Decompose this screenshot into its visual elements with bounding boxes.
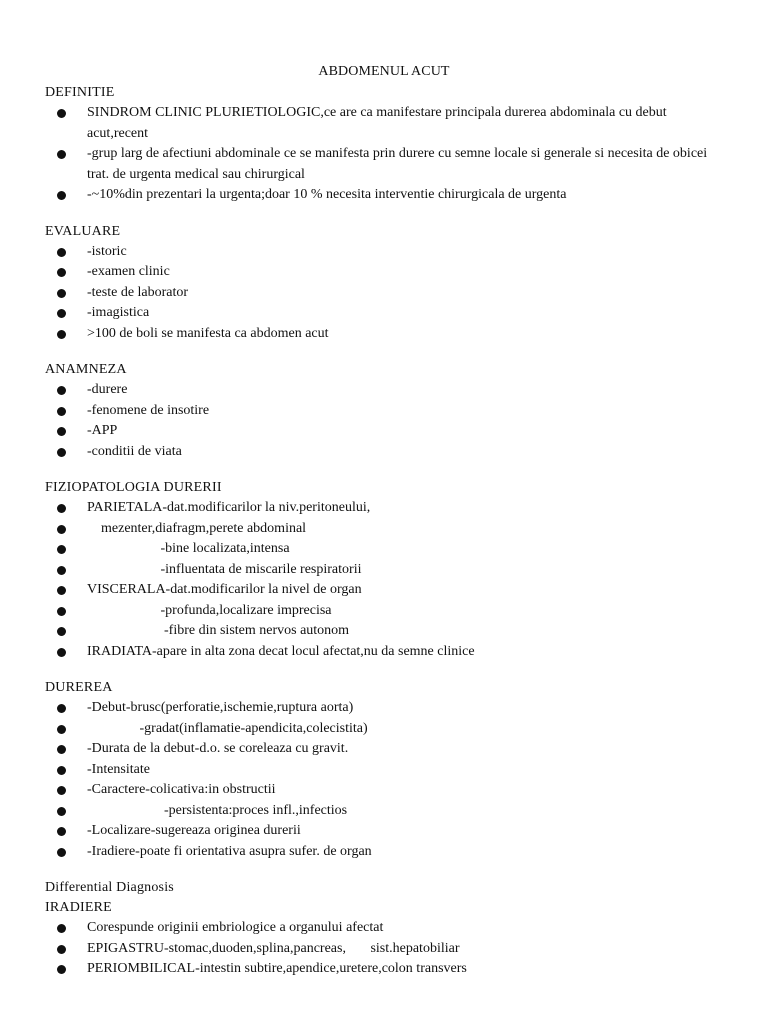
list-item-text: -examen clinic (87, 264, 170, 279)
bullet-icon (57, 407, 66, 416)
bullet-icon (57, 627, 66, 636)
bullet-icon (57, 248, 66, 257)
list-item (45, 760, 727, 781)
bullet-icon (57, 566, 66, 575)
list-item-text: -Intensitate (87, 761, 150, 777)
list-item-text: -gradat(inflamatie-apendicita,colecistita) (87, 720, 368, 736)
section-heading: ANAMNEZA (45, 362, 127, 377)
list-item-text: -conditii de viata (87, 443, 182, 459)
list-item (45, 580, 727, 601)
section-heading: FIZIOPATOLOGIA DURERII (45, 480, 222, 495)
list-item (45, 442, 727, 463)
list-item-text: -fibre din sistem nervos autonom (87, 623, 350, 638)
document-body (45, 83, 768, 980)
section-evaluare (45, 222, 768, 345)
list-item-text: -bine localizata,intensa (87, 541, 290, 556)
list-item (45, 642, 727, 663)
bullet-icon (57, 807, 66, 816)
section-durerea (45, 678, 768, 862)
document-title: ABDOMENUL ACUT (318, 64, 450, 79)
list-item (45, 242, 727, 263)
section-heading: DEFINITIE (45, 85, 115, 100)
list-item (45, 959, 727, 980)
list-item (45, 719, 727, 740)
list-item (45, 144, 727, 185)
section-heading: EVALUARE (45, 223, 121, 239)
list-item-text: PERIOMBILICAL-intestin subtire,apendice,uretere,colon transvers (87, 961, 467, 976)
list-item-text: -fenomene de insotire (87, 402, 210, 418)
bullet-icon (57, 607, 66, 616)
list-item (45, 498, 727, 519)
list-item (45, 421, 727, 442)
list-item-text: -APP (87, 423, 118, 438)
bullet-icon (57, 848, 66, 857)
list-item-text: SINDROM CLINIC PLURIETIOLOGIC,ce are ca manifestare principala durerea abdominala cu debut acut,recent (87, 105, 671, 141)
list-item-text: -teste de laborator (87, 284, 189, 300)
list-item (45, 621, 727, 642)
section-anamneza (45, 360, 768, 462)
bullet-icon (57, 945, 66, 954)
list-item-text: IRADIATA-apare in alta zona decat locul afectat,nu da semne clinice (87, 643, 475, 659)
section-definitie (45, 83, 768, 206)
list-item (45, 324, 727, 345)
bullet-icon (57, 965, 66, 974)
bullet-icon (57, 289, 66, 298)
list-item-text: -Localizare-sugereaza originea durerii (87, 823, 301, 838)
bullet-list (45, 698, 768, 862)
bullet-icon (57, 448, 66, 457)
list-item (45, 283, 727, 304)
bullet-list (45, 918, 768, 980)
bullet-list (45, 242, 768, 345)
bullet-icon (57, 309, 66, 318)
section-heading: DUREREA (45, 680, 113, 695)
list-item (45, 821, 727, 842)
list-item-text: >100 de boli se manifesta ca abdomen acut (87, 325, 329, 341)
list-item-text: mezenter,diafragm,perete abdominal (87, 520, 307, 536)
section-subheading: IRADIERE (45, 900, 112, 915)
list-item-text: VISCERALA-dat.modificarilor la nivel de organ (87, 582, 362, 597)
list-item-text: -Durata de la debut-d.o. se coreleaza cu gravit. (87, 741, 349, 756)
bullet-icon (57, 268, 66, 277)
list-item-text: Corespunde originii embriologice a organului afectat (87, 920, 384, 935)
bullet-icon (57, 150, 66, 159)
list-item (45, 303, 727, 324)
bullet-icon (57, 386, 66, 395)
bullet-icon (57, 525, 66, 534)
list-item-text: EPIGASTRU-stomac,duoden,splina,pancreas, sist.hepatobiliar (87, 940, 460, 956)
bullet-icon (57, 109, 66, 118)
bullet-icon (57, 330, 66, 339)
list-item-text: -imagistica (87, 305, 150, 320)
bullet-icon (57, 191, 66, 200)
bullet-icon (57, 704, 66, 713)
bullet-icon (57, 924, 66, 933)
bullet-icon (57, 786, 66, 795)
bullet-icon (57, 504, 66, 513)
list-item (45, 262, 727, 283)
list-item (45, 780, 727, 801)
list-item-text: -Caractere-colicativa:in obstructii (87, 782, 276, 797)
list-item-text: -Debut-brusc(perforatie,ischemie,ruptura aorta) (87, 700, 354, 715)
list-item (45, 698, 727, 719)
list-item-text: -durere (87, 382, 128, 397)
list-item (45, 939, 727, 960)
bullet-icon (57, 827, 66, 836)
section-heading: Differential Diagnosis (45, 880, 174, 895)
list-item (45, 103, 727, 144)
bullet-list (45, 380, 768, 462)
list-item (45, 801, 727, 822)
list-item-text: -persistenta:proces infl.,infectios (87, 802, 348, 818)
list-item-text: -istoric (87, 243, 127, 259)
list-item (45, 601, 727, 622)
bullet-list (45, 498, 768, 662)
list-item (45, 401, 727, 422)
list-item (45, 842, 727, 863)
list-item-text: -~10%din prezentari la urgenta;doar 10 % necesita interventie chirurgicala de urgenta (87, 187, 567, 202)
bullet-icon (57, 725, 66, 734)
list-item (45, 918, 727, 939)
list-item (45, 739, 727, 760)
list-item-text: -grup larg de afectiuni abdominale ce se manifesta prin durere cu semne locale si generale si necesita de obicei trat. de urgenta medical sau chirurgical (87, 146, 711, 182)
list-item (45, 519, 727, 540)
list-item (45, 380, 727, 401)
list-item-text: PARIETALA-dat.modificarilor la niv.peritoneului, (87, 500, 371, 515)
list-item-text: -Iradiere-poate fi orientativa asupra sufer. de organ (87, 843, 372, 859)
section-fiziopatologia-durerii (45, 478, 768, 662)
list-item (45, 185, 727, 206)
list-item (45, 539, 727, 560)
bullet-icon (57, 648, 66, 657)
list-item-text: -influentata de miscarile respiratorii (87, 561, 362, 577)
list-item (45, 560, 727, 581)
bullet-icon (57, 766, 66, 775)
list-item-text: -profunda,localizare imprecisa (87, 602, 332, 618)
section-differential-diagnosis (45, 878, 768, 980)
bullet-icon (57, 427, 66, 436)
bullet-icon (57, 745, 66, 754)
bullet-list (45, 103, 768, 206)
bullet-icon (57, 545, 66, 554)
bullet-icon (57, 586, 66, 595)
